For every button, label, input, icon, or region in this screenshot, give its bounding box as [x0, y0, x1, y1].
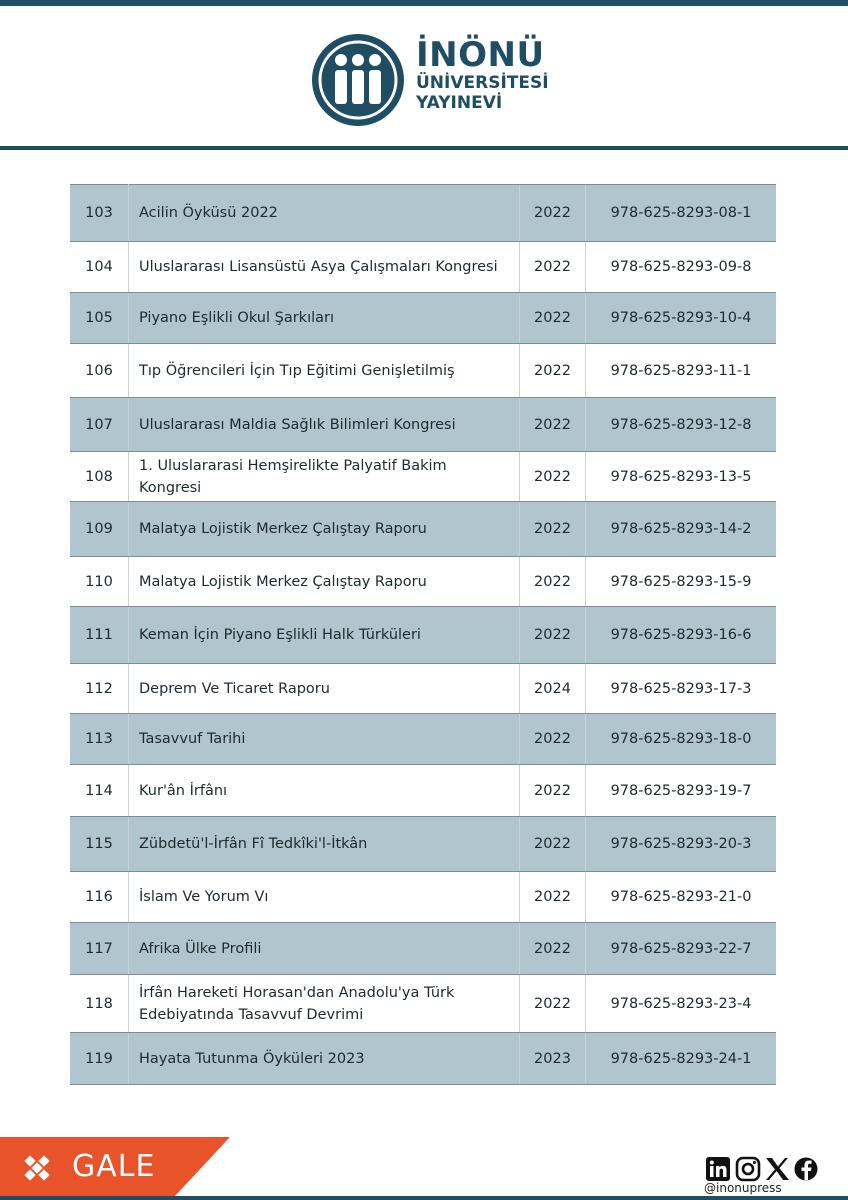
book-year: 2022 — [520, 607, 586, 664]
book-year: 2022 — [520, 398, 586, 452]
instagram-icon — [737, 1158, 759, 1180]
table-row — [70, 1033, 776, 1085]
book-isbn: 978-625-8293-13-5 — [586, 452, 777, 502]
book-number: 112 — [70, 664, 129, 714]
book-isbn: 978-625-8293-19-7 — [586, 765, 777, 817]
table-row — [70, 185, 776, 242]
book-number: 103 — [70, 185, 129, 242]
book-isbn: 978-625-8293-23-4 — [586, 975, 777, 1033]
book-isbn: 978-625-8293-18-0 — [586, 714, 777, 765]
book-year: 2022 — [520, 714, 586, 765]
book-number: 106 — [70, 344, 129, 398]
table-row — [70, 293, 776, 344]
book-year: 2022 — [520, 185, 586, 242]
book-isbn: 978-625-8293-16-6 — [586, 607, 777, 664]
book-title: Acilin Öyküsü 2022 — [129, 185, 520, 242]
book-title: İrfân Hareketi Horasan'dan Anadolu'ya Türk Edebiyatında Tasavvuf Devrimi — [129, 975, 520, 1033]
book-year: 2022 — [520, 817, 586, 872]
book-title: Kur'ân İrfânı — [129, 765, 520, 817]
table-row — [70, 452, 776, 502]
logo-wordmark — [416, 35, 549, 113]
book-number: 119 — [70, 1033, 129, 1085]
book-table — [70, 184, 776, 1085]
book-isbn: 978-625-8293-20-3 — [586, 817, 777, 872]
book-isbn: 978-625-8293-10-4 — [586, 293, 777, 344]
header-rule — [0, 146, 848, 150]
table-row — [70, 817, 776, 872]
book-year: 2022 — [520, 502, 586, 557]
logo-line-2: ÜNİVERSİTESİ — [416, 73, 549, 93]
table-row — [70, 975, 776, 1033]
table-row — [70, 923, 776, 975]
book-isbn: 978-625-8293-12-8 — [586, 398, 777, 452]
book-title: Deprem Ve Ticaret Raporu — [129, 664, 520, 714]
x-icon — [766, 1158, 789, 1180]
book-number: 116 — [70, 872, 129, 923]
book-isbn: 978-625-8293-09-8 — [586, 242, 777, 293]
facebook-icon — [795, 1158, 818, 1181]
table-row — [70, 607, 776, 664]
book-number: 111 — [70, 607, 129, 664]
book-number: 117 — [70, 923, 129, 975]
book-title: Keman İçin Piyano Eşlikli Halk Türküleri — [129, 607, 520, 664]
book-isbn: 978-625-8293-11-1 — [586, 344, 777, 398]
book-title: Uluslararası Maldia Sağlık Bilimleri Kongresi — [129, 398, 520, 452]
table-row — [70, 242, 776, 293]
table-row — [70, 557, 776, 607]
logo-line-3: YAYINEVİ — [416, 93, 503, 113]
footer-rule — [0, 1196, 848, 1200]
book-isbn: 978-625-8293-08-1 — [586, 185, 777, 242]
book-year: 2022 — [520, 923, 586, 975]
book-title: Afrika Ülke Profili — [129, 923, 520, 975]
university-emblem-icon — [310, 32, 406, 128]
book-year: 2022 — [520, 452, 586, 502]
book-number: 113 — [70, 714, 129, 765]
book-year: 2023 — [520, 1033, 586, 1085]
table-row — [70, 344, 776, 398]
book-isbn: 978-625-8293-24-1 — [586, 1033, 777, 1085]
book-number: 114 — [70, 765, 129, 817]
page-header — [0, 6, 848, 146]
book-title: 1. Uluslararasi Hemşirelikte Palyatif Bakim Kongresi — [129, 452, 520, 502]
linkedin-icon — [706, 1157, 730, 1181]
book-title: Tasavvuf Tarihi — [129, 714, 520, 765]
book-title: İslam Ve Yorum Vı — [129, 872, 520, 923]
book-isbn: 978-625-8293-22-7 — [586, 923, 777, 975]
table-row — [70, 765, 776, 817]
table-row — [70, 664, 776, 714]
book-number: 108 — [70, 452, 129, 502]
book-isbn: 978-625-8293-21-0 — [586, 872, 777, 923]
book-title: Tıp Öğrencileri İçin Tıp Eğitimi Genişletilmiş — [129, 344, 520, 398]
book-table-body — [70, 185, 776, 1085]
book-title: Uluslararası Lisansüstü Asya Çalışmaları Kongresi — [129, 242, 520, 293]
book-isbn: 978-625-8293-17-3 — [586, 664, 777, 714]
book-number: 115 — [70, 817, 129, 872]
book-title: Malatya Lojistik Merkez Çalıştay Raporu — [129, 502, 520, 557]
book-year: 2022 — [520, 557, 586, 607]
book-year: 2022 — [520, 975, 586, 1033]
book-year: 2022 — [520, 872, 586, 923]
table-row — [70, 872, 776, 923]
publisher-logo — [310, 30, 550, 134]
logo-line-1: İNÖNÜ — [416, 35, 545, 75]
book-number: 118 — [70, 975, 129, 1033]
book-number: 107 — [70, 398, 129, 452]
social-handle: @inonupress — [704, 1181, 782, 1195]
book-title: Zübdetü'l-İrfân Fî Tedkîki'l-İtkân — [129, 817, 520, 872]
book-number: 109 — [70, 502, 129, 557]
book-year: 2022 — [520, 293, 586, 344]
table-row — [70, 714, 776, 765]
book-year: 2024 — [520, 664, 586, 714]
book-title: Malatya Lojistik Merkez Çalıştay Raporu — [129, 557, 520, 607]
table-row — [70, 398, 776, 452]
book-isbn: 978-625-8293-14-2 — [586, 502, 777, 557]
book-title: Piyano Eşlikli Okul Şarkıları — [129, 293, 520, 344]
social-icons — [705, 1156, 820, 1182]
book-number: 105 — [70, 293, 129, 344]
book-year: 2022 — [520, 242, 586, 293]
book-number: 104 — [70, 242, 129, 293]
book-number: 110 — [70, 557, 129, 607]
book-isbn: 978-625-8293-15-9 — [586, 557, 777, 607]
table-row — [70, 502, 776, 557]
gale-label: GALE — [72, 1149, 156, 1184]
book-year: 2022 — [520, 765, 586, 817]
book-year: 2022 — [520, 344, 586, 398]
book-title: Hayata Tutunma Öyküleri 2023 — [129, 1033, 520, 1085]
